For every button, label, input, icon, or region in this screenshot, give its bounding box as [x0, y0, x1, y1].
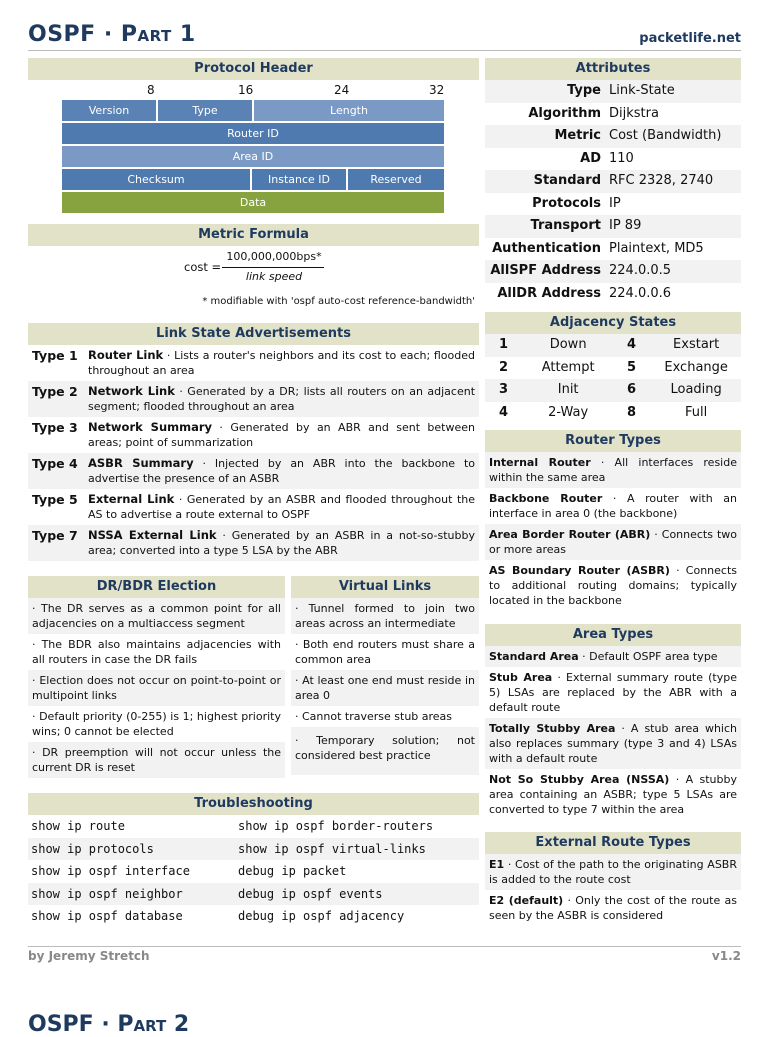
area-type-desc: · A stubby area containing an ASBR; type 5 LSAs are converted to type 7 within the area: [489, 773, 737, 816]
command: show ip route: [31, 819, 125, 833]
area-type-name: Standard Area: [489, 650, 579, 663]
router-type-name: AS Boundary Router (ASBR): [489, 564, 670, 577]
router-type-name: Backbone Router: [489, 492, 603, 505]
area-type-desc: · External summary route (type 5) LSAs are replaced by the ABR with a default route: [489, 671, 738, 714]
lsa-name: Network Link: [88, 384, 175, 398]
external-route-types-section: [485, 832, 741, 926]
lsa-list: [28, 345, 479, 561]
lsa-desc: [88, 384, 475, 414]
author: by Jeremy Stretch: [28, 949, 150, 963]
adj-row: [485, 402, 741, 425]
section-title: Area Types: [485, 624, 741, 646]
adjacency-section: [485, 312, 741, 424]
external-route-item: [485, 854, 741, 890]
adj-num: 5: [627, 359, 637, 375]
router-type-desc: · Connects two or more areas: [489, 528, 737, 556]
adj-num: 4: [499, 404, 509, 420]
command-row: [28, 815, 479, 838]
site-link[interactable]: packetlife.net: [639, 31, 741, 46]
next-title-part: Part 2: [117, 1012, 190, 1037]
area-type-item: [485, 646, 741, 667]
attr-key: AllSPF Address: [490, 263, 601, 278]
field-checksum: Checksum: [62, 169, 252, 190]
lsa-name: Network Summary: [88, 420, 213, 434]
dr-bdr-item: · The BDR also maintains adjacencies with all routers in case the DR fails: [32, 638, 281, 666]
section-title: Virtual Links: [291, 576, 479, 598]
lsa-text: · Generated by a DR; lists all routers on an adjacent segment; flooded throughout an area: [88, 385, 476, 413]
adj-num: 1: [499, 337, 509, 352]
lsa-row: [28, 345, 479, 381]
attr-key: Algorithm: [528, 105, 601, 121]
attr-row: [485, 283, 741, 306]
adj-state: Exchange: [664, 359, 728, 375]
lsa-text: · Generated by an ASBR and flooded throughout the AS to advertise a route external to OSPF: [88, 493, 476, 521]
adj-state: Attempt: [541, 359, 595, 375]
area-type-name: Not So Stubby Area (NSSA): [489, 773, 670, 786]
adj-state: Exstart: [673, 337, 720, 352]
lsa-row: [28, 525, 479, 561]
field-length: Length: [254, 100, 444, 121]
area-type-name: Totally Stubby Area: [489, 722, 616, 735]
command: show ip ospf interface: [31, 864, 190, 878]
lsa-row: [28, 381, 479, 417]
command-row: [28, 838, 479, 861]
page-header: [28, 22, 741, 51]
attr-value: 224.0.0.5: [609, 263, 672, 278]
lsa-name: NSSA External Link: [88, 528, 217, 542]
attr-key: Transport: [530, 218, 601, 233]
lsa-name: Router Link: [88, 348, 164, 362]
dr-bdr-section: [28, 576, 285, 778]
attr-key: AllDR Address: [497, 285, 601, 301]
field-data: Data: [62, 192, 444, 213]
router-types-section: [485, 430, 741, 611]
adj-num: 3: [499, 382, 509, 397]
adj-row: [485, 334, 741, 357]
adj-state: Down: [549, 337, 587, 352]
virtual-links-section: [291, 576, 479, 775]
command-row: [28, 905, 479, 928]
router-type-item: [485, 452, 741, 488]
attr-value: Plaintext, MD5: [609, 240, 704, 256]
section-title: Router Types: [485, 430, 741, 452]
virtual-link-item: · At least one end must reside in area 0: [291, 670, 479, 706]
packet-row: [62, 146, 444, 167]
formula-numerator: 100,000,000bps*: [226, 250, 322, 263]
lsa-desc: [88, 492, 475, 522]
adj-state: Loading: [670, 382, 722, 397]
virtual-link-item: · Both end routers must share a common area: [295, 638, 475, 666]
router-type-name: Internal Router: [489, 456, 591, 469]
attr-key: Protocols: [532, 195, 601, 211]
lsa-text: · Injected by an ABR into the backbone to advertise the presence of an ASBR: [88, 457, 476, 485]
attr-row: [485, 170, 741, 193]
bit-label: 24: [334, 83, 350, 97]
section-title: Troubleshooting: [28, 793, 479, 815]
bit-ruler: [28, 80, 479, 100]
lsa-row: [28, 453, 479, 489]
lsa-text: · Generated by an ASBR in a not-so-stubby area; converted into a type 5 LSA by the ABR: [88, 529, 475, 557]
attr-value: Link-State: [609, 83, 675, 98]
lsa-type: Type 3: [32, 420, 78, 435]
dr-bdr-item: · The DR serves as a common point for all adjacencies on a multiaccess segment: [28, 598, 285, 634]
virtual-link-item: · Cannot traverse stub areas: [295, 710, 453, 723]
area-type-desc: · Default OSPF area type: [578, 650, 718, 663]
formula-denominator: link speed: [245, 270, 303, 283]
lsa-desc: [88, 420, 475, 450]
virtual-link-item: · Tunnel formed to join two areas across an intermediate: [291, 598, 479, 634]
next-page-title: [28, 1012, 189, 1037]
packet-diagram: [62, 100, 444, 215]
attr-value: IP 89: [609, 218, 642, 233]
adj-num: 2: [499, 359, 509, 375]
command-row: [28, 860, 479, 883]
dr-bdr-item: · Default priority (0-255) is 1; highest priority wins; 0 cannot be elected: [32, 710, 281, 738]
troubleshooting-section: [28, 793, 479, 928]
lsa-type: Type 1: [32, 348, 78, 363]
section-title: Metric Formula: [28, 224, 479, 246]
attr-value: Cost (Bandwidth): [609, 128, 722, 143]
dr-bdr-item: · Election does not occur on point-to-point or multipoint links: [28, 670, 285, 706]
adj-num: 8: [627, 404, 637, 420]
protocol-header-section: [28, 58, 479, 218]
dr-bdr-item: · DR preemption will not occur unless the current DR is reset: [28, 742, 285, 778]
attr-row: [485, 125, 741, 148]
adj-num: 4: [627, 337, 637, 352]
area-type-item: [485, 667, 741, 718]
adj-row: [485, 357, 741, 380]
attributes-table: [485, 80, 741, 305]
command: debug ip ospf adjacency: [238, 909, 405, 923]
router-type-item: [485, 488, 741, 524]
bit-label: 32: [429, 83, 445, 97]
external-route-desc: · Only the cost of the route as seen by the ASBR is considered: [489, 894, 737, 922]
attr-row: [485, 260, 741, 283]
router-type-name: Area Border Router (ABR): [489, 528, 651, 541]
page-footer: [28, 946, 741, 963]
lsa-type: Type 5: [32, 492, 78, 507]
field-type: Type: [158, 100, 254, 121]
attr-value: 224.0.0.6: [609, 285, 672, 301]
router-type-desc: · Connects to additional routing domains; typically located in the backbone: [489, 564, 737, 607]
area-type-name: Stub Area: [489, 671, 553, 684]
lsa-desc: [88, 456, 475, 486]
adj-state: Init: [557, 382, 579, 397]
area-type-desc: · A stub area which also replaces summary (type 3 and 4) LSAs with a default route: [489, 722, 738, 765]
formula-divider: [222, 267, 324, 268]
command: debug ip ospf events: [238, 886, 383, 901]
command: show ip ospf virtual-links: [238, 841, 426, 856]
attr-key: Authentication: [492, 240, 601, 256]
attr-row: [485, 148, 741, 171]
packet-row: [62, 169, 444, 190]
bit-label: 8: [147, 83, 155, 97]
lsa-desc: [88, 528, 475, 558]
lsa-type: Type 4: [32, 456, 78, 471]
external-route-item: [485, 890, 741, 926]
external-route-name: E2 (default): [489, 894, 564, 907]
attr-value: 110: [609, 150, 634, 166]
formula-note: * modifiable with 'ospf auto-cost reference-bandwidth': [202, 296, 475, 307]
area-types-section: [485, 624, 741, 820]
section-title: Protocol Header: [28, 58, 479, 80]
attr-row: [485, 215, 741, 238]
attr-row: [485, 80, 741, 103]
adj-state: 2-Way: [548, 404, 589, 420]
version: v1.2: [711, 949, 741, 963]
command-row: [28, 883, 479, 906]
attr-row: [485, 103, 741, 126]
field-area-id: Area ID: [62, 146, 444, 167]
packet-row: [62, 192, 444, 213]
section-title: Attributes: [485, 58, 741, 80]
attr-key: Standard: [533, 173, 601, 188]
section-title: Adjacency States: [485, 312, 741, 334]
external-route-name: E1: [489, 858, 505, 871]
adj-row: [485, 379, 741, 402]
attr-value: IP: [609, 195, 621, 211]
next-title-main: OSPF ·: [28, 1012, 118, 1037]
command: show ip ospf neighbor: [31, 886, 183, 901]
lsa-text: · Lists a router's neighbors and its cost to each; flooded throughout an area: [88, 349, 475, 377]
router-type-item: [485, 524, 741, 560]
lsa-type: Type 7: [32, 528, 78, 543]
command: show ip protocols: [31, 841, 154, 856]
router-type-desc: · All interfaces reside within the same area: [489, 456, 737, 484]
attr-key: Metric: [554, 128, 601, 143]
page-title: [28, 22, 196, 47]
router-type-desc: · A router with an interface in area 0 (the backbone): [489, 492, 737, 520]
lsa-type: Type 2: [32, 384, 78, 399]
title-main: OSPF ·: [28, 22, 121, 47]
adj-num: 6: [627, 382, 637, 397]
lsa-desc: [88, 348, 475, 378]
packet-row: [62, 100, 444, 121]
section-title: DR/BDR Election: [28, 576, 285, 598]
attr-value: RFC 2328, 2740: [609, 173, 714, 188]
lsa-section: [28, 323, 479, 561]
bit-label: 16: [238, 83, 254, 97]
attr-key: Type: [567, 83, 601, 98]
lsa-name: ASBR Summary: [88, 456, 194, 470]
router-type-item: [485, 560, 741, 611]
area-type-item: [485, 718, 741, 769]
attr-value: Dijkstra: [609, 105, 659, 121]
formula-lhs: cost =: [184, 260, 222, 274]
attr-key: AD: [580, 150, 601, 166]
field-version: Version: [62, 100, 158, 121]
virtual-link-item: · Temporary solution; not considered best practice: [291, 727, 479, 775]
attr-row: [485, 193, 741, 216]
packet-row: [62, 123, 444, 144]
metric-formula-section: [28, 224, 479, 316]
adj-state: Full: [685, 404, 708, 420]
section-title: External Route Types: [485, 832, 741, 854]
lsa-row: [28, 489, 479, 525]
command: show ip ospf border-routers: [238, 819, 434, 833]
field-instance-id: Instance ID: [252, 169, 348, 190]
command: debug ip packet: [238, 864, 347, 878]
field-reserved: Reserved: [348, 169, 444, 190]
command: show ip ospf database: [31, 909, 183, 923]
external-route-desc: · Cost of the path to the originating ASBR is added to the route cost: [489, 858, 737, 886]
section-title: Link State Advertisements: [28, 323, 479, 345]
lsa-row: [28, 417, 479, 453]
attributes-section: [485, 58, 741, 305]
lsa-name: External Link: [88, 492, 175, 506]
area-type-item: [485, 769, 741, 820]
attr-row: [485, 238, 741, 261]
lsa-text: · Generated by an ABR and sent between areas; point of summarization: [88, 421, 475, 449]
field-router-id: Router ID: [62, 123, 444, 144]
title-part: Part 1: [120, 22, 196, 47]
